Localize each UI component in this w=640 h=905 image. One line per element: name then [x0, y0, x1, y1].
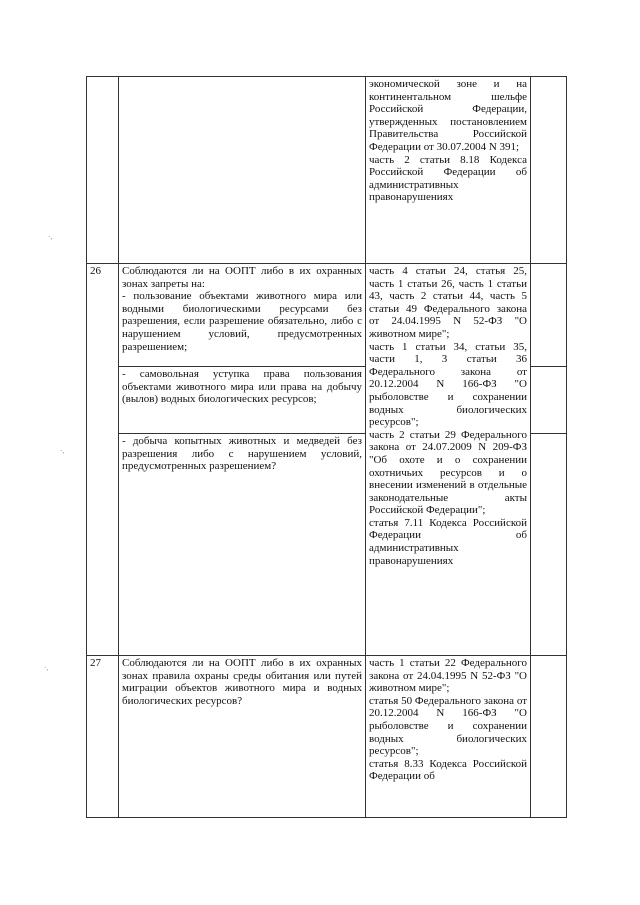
margin-mark: ·, [60, 447, 65, 455]
mark-cell [531, 77, 567, 264]
row-number: 26 [87, 264, 119, 656]
legal-references-cell [366, 264, 531, 656]
mark-cell [531, 434, 567, 656]
legal-references-cell [366, 656, 531, 818]
question-cell [119, 77, 366, 264]
legal-reference: часть 4 статьи 24, статья 25, часть 1 статьи 26, часть 1 статьи 43, часть 2 статьи 44, часть 5 статьи 49 Федерального закона от 24.04.1995 N 52-ФЗ "О животном мире"; [369, 265, 527, 340]
mark-cell [531, 264, 567, 367]
legal-reference: часть 1 статьи 34, статьи 35, части 1, 3 статьи 36 Федерального закона от 20.12.2004 N 166-ФЗ "О рыболовстве и сохранении водных биологических ресурсов"; [369, 340, 527, 429]
row-number [87, 77, 119, 264]
margin-mark: ·, [44, 664, 49, 672]
question-text: Соблюдаются ли на ООПТ либо в их охранных зонах запреты на: [122, 265, 362, 290]
margin-mark: ·, [48, 233, 53, 241]
mark-cell [531, 656, 567, 818]
requirements-table [86, 76, 567, 818]
mark-cell [531, 367, 567, 434]
question-cell: Соблюдаются ли на ООПТ либо в их охранных зонах правила охраны среды обитания или путей миграции объектов животного мира и водных биологических ресурсов? [119, 656, 366, 818]
legal-reference: статья 8.33 Кодекса Российской Федерации об [369, 757, 527, 783]
question-subitem: - добыча копытных животных и медведей без разрешения либо с нарушением условий, предусмотренных разрешением? [119, 434, 366, 656]
table-row [87, 656, 567, 818]
question-subitem: - самовольная уступка права пользования объектами животного мира или права на добычу (вылов) водных биологических ресурсов; [119, 367, 366, 434]
question-subitem: - пользование объектами животного мира или водными биологическими ресурсами без разрешения, если разрешение обязательно, либо с нарушением условий, предусмотренных разрешением; [122, 290, 362, 353]
legal-references-cell [366, 77, 531, 264]
table-row [87, 264, 567, 367]
legal-reference: часть 1 статьи 22 Федерального закона от 24.04.1995 N 52-ФЗ "О животном мире"; [369, 657, 527, 695]
legal-reference: статья 50 Федерального закона от 20.12.2004 N 166-ФЗ "О рыболовстве и сохранении водных биологических ресурсов"; [369, 694, 527, 758]
row-number: 27 [87, 656, 119, 818]
table-row [87, 77, 567, 264]
legal-reference: часть 2 статьи 29 Федерального закона от 24.07.2009 N 209-ФЗ "Об охоте и о сохранении охотничьих ресурсов и о внесении изменений в отдельные законодательные акты Российской Федерации"; [369, 428, 527, 517]
legal-reference: статья 7.11 Кодекса Российской Федерации об административных правонарушениях [369, 516, 527, 567]
legal-reference: экономической зоне и на континентальном шельфе Российской Федерации, утвержденных постановлением Правительства Российской Федерации от 30.07.2004 N 391; [369, 78, 527, 153]
legal-reference: часть 2 статьи 8.18 Кодекса Российской Федерации об административных правонарушениях [369, 153, 527, 204]
question-cell [119, 264, 366, 367]
